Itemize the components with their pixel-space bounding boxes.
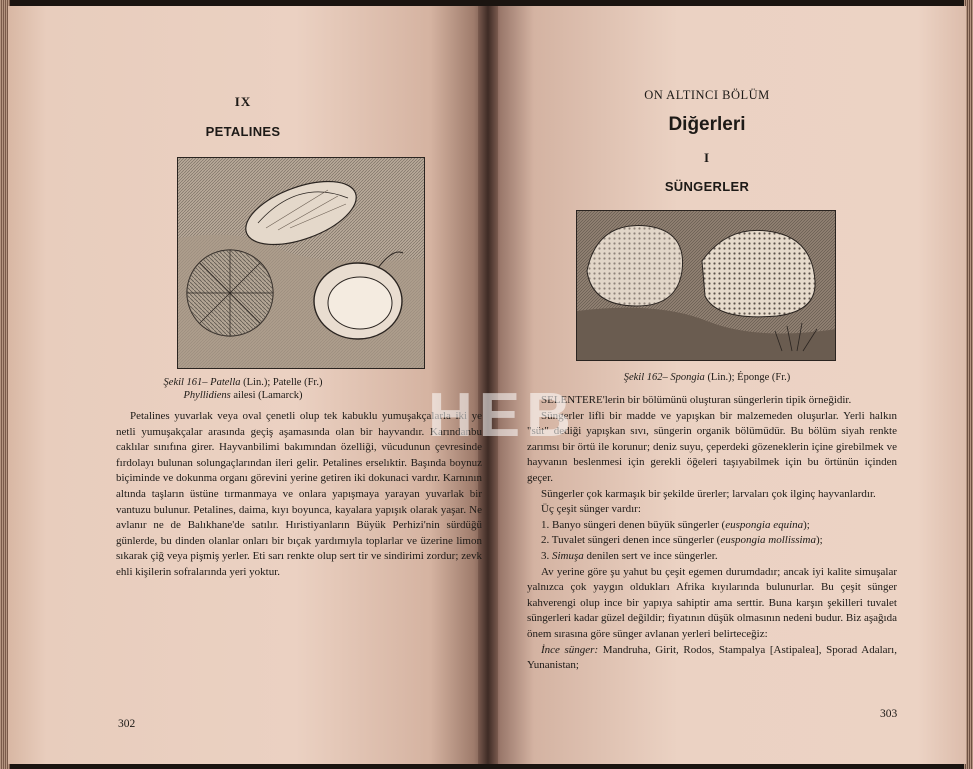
list-text: 2. Tuvalet süngeri denen ince süngerler (: [541, 534, 721, 547]
body-text-right: [527, 393, 897, 674]
section-title: SÜNGERLER: [664, 179, 750, 194]
caption-text: (Lin.); Patelle (Fr.): [240, 377, 323, 388]
paragraph: [527, 643, 897, 674]
watermark: HEB: [428, 381, 577, 450]
caption-text: ailesi (Lamarck): [230, 390, 303, 401]
page-number-right: 303: [880, 708, 898, 720]
page-number-left: 302: [118, 718, 136, 730]
paragraph: Av yerine göre şu yahut bu çeşit egemen durumdadır; ancak iyi kalite simuşalar yalnızca çok yaygın oldukları Afrika kıyılarında bulunurlar. Bu çeşit sünger kahverengi olup ince bir yapıya sahiptir ama serttir. Buna karşın şekilleri tuvalet süngerleri kadar güzel değildir; fiyatının düşük olmasının nedeni budur. Biz aşağıda önem sırasına göre sünger avlanan yerleri belirteceğiz:: [527, 565, 897, 640]
list-italic: euspongia equina: [725, 518, 804, 531]
section-number: I: [703, 150, 711, 165]
engraving-limpet-shells-icon: [178, 158, 425, 369]
paragraph-italic: İnce sünger:: [541, 643, 599, 656]
paragraph-text: Mandruha, Girit, Rodos, Stampalya [Astipalea], Sporad Adaları, Yunanistan;: [527, 643, 897, 672]
chapter-label: ON ALTINCI BÖLÜM: [644, 88, 770, 102]
section-title: PETALINES: [205, 124, 281, 139]
chapter-title: Diğerleri: [668, 114, 746, 135]
list-tail: );: [803, 518, 810, 531]
engraving-sponges-icon: [577, 211, 836, 361]
paragraph: Süngerler lifli bir madde ve yapışkan bir malzemeden oluşurlar. Yerli halkın "süt" dediği yapışkan sıvı, süngerin organik bölümüdür. Bu bölüm siyah renkte zarımsı bir örtü ile korunur; deniz suyu, çeperdeki gözeneklerin içine girebilmek ve hayvanın beslenmesi için gerekli öğeleri taşıyabilmek için bu örtünün içinden geçer.: [527, 409, 897, 484]
list-text: 1. Banyo süngeri denen büyük süngerler (: [541, 518, 726, 531]
figure-sponges: [576, 210, 836, 361]
list-text: 3.: [541, 549, 552, 562]
paragraph: Üç çeşit sünger vardır:: [541, 503, 641, 516]
list-item: [527, 533, 897, 549]
list-item: [527, 518, 897, 534]
list-tail: );: [815, 534, 823, 547]
paragraph: Petalines yuvarlak veya oval çenetli olup tek kabuklu yumuşakçalarla iki ye netli yumuşakçalar arasında geçiş aşamasında olan bir hayvandır. Karındanbu caklılar sınıfına girer. Hayvanbilimi bakımından özelliği, vücudunun çevresinde fırdolayı bulunan solungaçlarından ileri gelir. Petalines erselıktir. Başında boynuz biçiminde ve dokunma organı görevini yerine getiren iki dokunaci vardır. Karnının altında taşların üstüne tırmanmaya ve onlara yapışmaya yarayan yuvarlak bir vantuzu bulunur. Petalines, daima, kıyı boyunca, kayalara yapışık olarak yaşar. Ne avlanır ne de Balıkhane'de satılır. Hıristiyanların Büyük Perhizi'nin sürdüğü günlerde, bu dinden olanlar onları bir bıçak yardımıyla toplarlar ve üzerine limon sıkarak çiğ veya pişmiş yerler. Eti sarı renkte olup sert tir ve sindirimi zordur; zevk ehli kişilerin sofralarında yeri yoktur.: [116, 410, 482, 578]
caption-italic: Şekil 162– Spongia: [623, 372, 705, 383]
caption-text: (Lin.); Éponge (Fr.): [704, 372, 791, 383]
paragraph: SELENTERE'lerin bir bölümünü oluşturan süngerlerin tipik örneğidir.: [541, 394, 852, 406]
figure-caption-left: [8, 376, 478, 402]
caption-italic: Şekil 161– Patella: [163, 377, 241, 388]
paragraph: Süngerler çok karmaşık bir şekilde ürerler; larvaları çok ilginç hayvanlardır.: [541, 487, 876, 500]
figure-limpets: [177, 157, 425, 369]
list-item: [527, 549, 897, 565]
caption-italic: Phyllidiens: [183, 390, 231, 401]
list-italic: euspongia mollissima: [720, 534, 816, 547]
list-italic: Simuşa: [552, 549, 584, 562]
list-tail: denilen sert ve ince süngerler.: [583, 549, 718, 562]
section-number: IX: [234, 94, 252, 109]
